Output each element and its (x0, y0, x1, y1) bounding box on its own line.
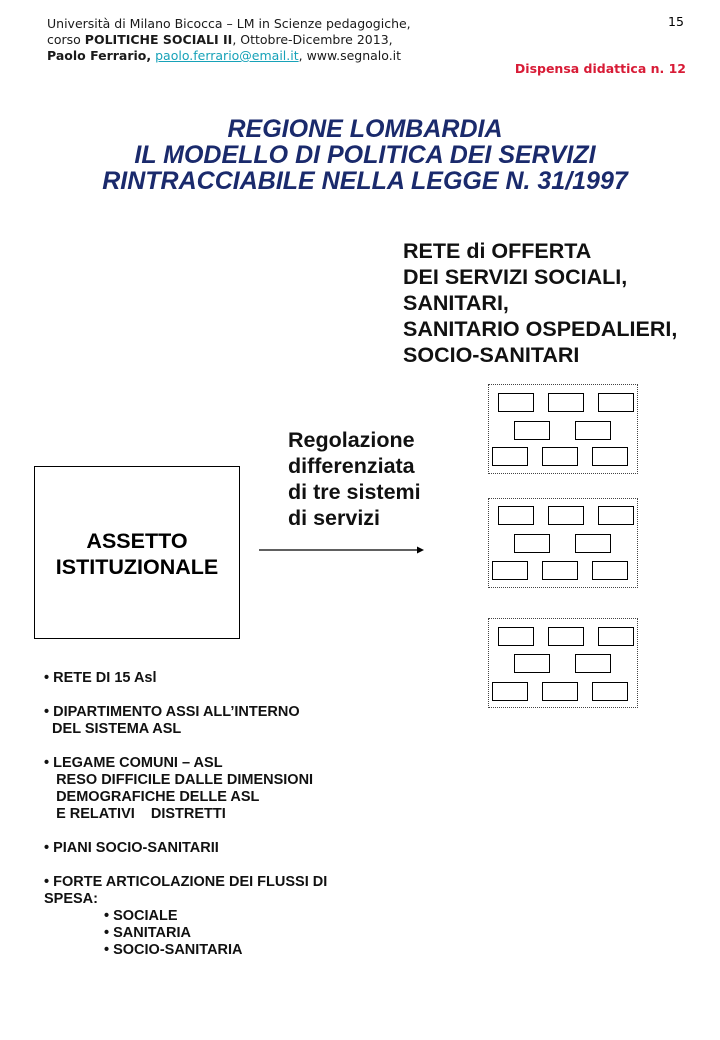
service-node (492, 447, 528, 466)
page-number: 15 (668, 14, 684, 29)
title-line-3: RINTRACCIABILE NELLA LEGGE N. 31/1997 (102, 167, 628, 195)
service-node (514, 421, 550, 440)
service-node (514, 654, 550, 673)
rete-offerta-line: SOCIO-SANITARI (403, 343, 580, 367)
assetto-label (35, 528, 239, 580)
service-node (598, 506, 634, 525)
rete-offerta-line: DEI SERVIZI SOCIALI, (403, 265, 628, 289)
bullet-text: • DIPARTIMENTO ASSI ALL’INTERNO (44, 704, 300, 720)
dispensa-label: Dispensa didattica n. 12 (514, 61, 686, 76)
assetto-line-2: ISTITUZIONALE (55, 555, 219, 579)
header-line-2 (47, 32, 393, 48)
rete-offerta-line: SANITARI, (403, 291, 509, 315)
bullet-text: DEL SISTEMA ASL (44, 721, 182, 737)
bullet-item (44, 755, 327, 823)
bullet-item (44, 874, 327, 959)
website-text: , www.segnalo.it (298, 48, 402, 63)
service-node (492, 561, 528, 580)
service-node (542, 447, 578, 466)
rete-offerta-line: RETE di OFFERTA (403, 239, 592, 263)
rete-offerta-heading (403, 238, 677, 368)
service-node (575, 534, 611, 553)
service-node (492, 682, 528, 701)
author-name: Paolo Ferrario, (47, 48, 152, 63)
regolazione-line: Regolazione (288, 428, 415, 452)
bullet-text: RESO DIFFICILE DALLE DIMENSIONI (44, 772, 314, 788)
arrow-right-icon (259, 545, 424, 555)
header-line-3 (47, 48, 401, 64)
regolazione-line: di tre sistemi (288, 480, 421, 504)
regolazione-line: di servizi (288, 506, 381, 530)
rete-offerta-line: SANITARIO OSPEDALIERI, (403, 317, 678, 341)
service-node (575, 421, 611, 440)
header-line-1: Università di Milano Bicocca – LM in Scienze pedagogiche, (47, 16, 411, 31)
sub-bullet: • SOCIO-SANITARIA (104, 942, 243, 958)
service-node (548, 506, 584, 525)
regolazione-line: differenziata (288, 454, 415, 478)
email-link[interactable]: paolo.ferrario@email.it (155, 48, 299, 63)
bullet-text: SPESA: (44, 891, 98, 907)
service-node (575, 654, 611, 673)
service-node (592, 447, 628, 466)
regolazione-label (288, 427, 421, 531)
course-prefix: corso (47, 32, 85, 47)
bullet-item (44, 840, 327, 857)
bullet-text: E RELATIVI DISTRETTI (44, 806, 226, 822)
service-network-group-2 (488, 498, 638, 588)
sub-bullet: • SANITARIA (104, 925, 191, 941)
bullet-text: • PIANI SOCIO-SANITARII (44, 840, 219, 856)
assetto-line-1: ASSETTO (86, 529, 188, 553)
service-node (592, 682, 628, 701)
bullet-text: • RETE DI 15 Asl (44, 670, 157, 686)
service-node (542, 561, 578, 580)
service-node (498, 627, 534, 646)
title-line-2: IL MODELLO DI POLITICA DEI SERVIZI (134, 141, 596, 169)
course-suffix: , Ottobre-Dicembre 2013, (232, 32, 393, 47)
service-node (592, 561, 628, 580)
sub-bullet: • SOCIALE (104, 908, 178, 924)
service-node (498, 393, 534, 412)
assetto-istituzionale-box (34, 466, 240, 639)
page-title (40, 116, 690, 194)
bullet-list (44, 670, 327, 976)
bullet-text: • FORTE ARTICOLAZIONE DEI FLUSSI DI (44, 874, 328, 890)
bullet-item (44, 704, 327, 738)
title-line-1: REGIONE LOMBARDIA (227, 115, 503, 143)
service-node (548, 393, 584, 412)
service-node (598, 627, 634, 646)
bullet-text: • LEGAME COMUNI – ASL (44, 755, 223, 771)
bullet-text: DEMOGRAFICHE DELLE ASL (44, 789, 260, 805)
service-network-group-3 (488, 618, 638, 708)
service-node (548, 627, 584, 646)
service-node (542, 682, 578, 701)
bullet-item (44, 670, 327, 687)
service-node (498, 506, 534, 525)
course-name: POLITICHE SOCIALI II (84, 32, 233, 47)
service-node (598, 393, 634, 412)
service-node (514, 534, 550, 553)
service-network-group-1 (488, 384, 638, 474)
